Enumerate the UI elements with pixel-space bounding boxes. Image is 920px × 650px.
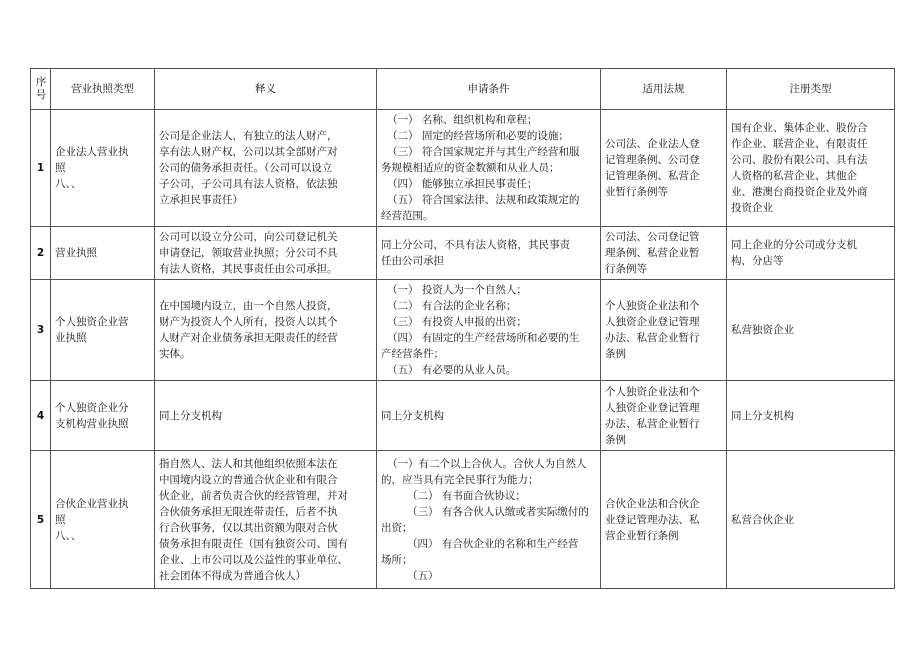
meaning-line: 公司是企业法人，有独立的法人财产， — [159, 130, 338, 142]
condition-line: （三） 有投资人申报的出资； — [387, 316, 527, 328]
reg-type-line: 公司、股份有限公司、具有法 — [731, 154, 868, 166]
law-cell — [601, 110, 727, 227]
meaning-cell — [155, 451, 377, 589]
header-conditions: 申请条件 — [377, 69, 601, 110]
meaning-cell — [155, 110, 377, 227]
reg-type-cell — [727, 451, 895, 589]
row-number: 3 — [31, 280, 51, 381]
meaning-line: 行合伙事务，仅以其出资额为限对合伙 — [159, 521, 338, 534]
meaning-line: 中国境内设立的普通合伙企业和有限合 — [159, 473, 338, 486]
law-line: 业登记管理办法、私 — [605, 513, 700, 526]
law-line: 营企业暂行条例 — [605, 529, 679, 542]
law-line: 业暂行条例等 — [605, 186, 668, 198]
condition-line: （四） 有合伙企业的名称和生产经营 — [407, 537, 579, 550]
license-type-line: 照 — [55, 513, 66, 526]
law-line: 记管理条例、公司登 — [605, 154, 700, 166]
license-type-line: 合伙企业营业执 — [55, 497, 129, 510]
license-type-cell — [51, 227, 155, 280]
condition-line: （一）有二个以上合伙人。合伙人为自然人 — [387, 457, 587, 470]
license-type-line: 照 — [55, 162, 66, 174]
reg-type-line: 人资格的私营企业、其他企 — [731, 170, 857, 182]
law-line: 个人独资企业法和个 — [605, 385, 700, 398]
table-row — [31, 110, 895, 227]
reg-type-line: 私营独资企业 — [731, 324, 794, 336]
row-number: 5 — [31, 451, 51, 589]
header-no-text: 序号 — [35, 76, 47, 101]
license-type-cell — [51, 110, 155, 227]
license-type-line: 个人独资企业分 — [55, 401, 129, 414]
condition-line: 同上分支机构 — [381, 409, 444, 422]
law-line: 人独资企业登记管理 — [605, 316, 700, 328]
condition-line: （二） 有合法的企业名称； — [387, 300, 517, 312]
condition-line: 同上分公司，不具有法人资格，其民事责 — [381, 239, 570, 251]
conditions-cell — [377, 110, 601, 227]
condition-line: （一） 投资人为一个自然人； — [387, 284, 527, 296]
condition-line: （五） 有必要的从业人员。 — [387, 364, 517, 376]
reg-type-cell — [727, 227, 895, 280]
header-type: 营业执照类型 — [51, 69, 155, 110]
reg-type-line: 业、港澳台商投资企业及外商 — [731, 186, 868, 198]
meaning-line: 指自然人、法人和其他组织依照本法在 — [159, 457, 338, 470]
law-line: 办法、私营企业暂行 — [605, 332, 700, 344]
meaning-cell — [155, 227, 377, 280]
condition-line: （二） 固定的经营场所和必要的设施； — [387, 130, 569, 142]
law-cell — [601, 451, 727, 589]
header-row — [31, 69, 895, 110]
meaning-cell — [155, 381, 377, 451]
license-type-line: 企业法人营业执 — [55, 146, 129, 158]
license-type-cell — [51, 451, 155, 589]
header-meaning: 释义 — [155, 69, 377, 110]
reg-type-line: 同上企业的分公司或分支机 — [731, 239, 857, 251]
meaning-line: 实体。 — [159, 348, 191, 360]
header-no — [31, 69, 51, 110]
meaning-line: 在中国境内设立，由一个自然人投资， — [159, 300, 338, 312]
meaning-line: 公司的债务承担责任。（公司可以设立 — [159, 162, 333, 174]
table-row — [31, 451, 895, 589]
meaning-line: 子公司，子公司具有法人资格，依法独 — [159, 178, 338, 190]
law-line: 记管理条例、私营企 — [605, 170, 700, 182]
law-line: 理条例、私营企业暂 — [605, 247, 700, 259]
meaning-line: 企业、上市公司以及公益性的事业单位、 — [159, 553, 348, 566]
row-number: 4 — [31, 381, 51, 451]
license-type-line: 支机构营业执照 — [55, 417, 129, 430]
row-number: 2 — [31, 227, 51, 280]
license-type-cell — [51, 280, 155, 381]
law-line: 公司法、公司登记管 — [605, 231, 700, 243]
license-type-cell — [51, 381, 155, 451]
meaning-cell — [155, 280, 377, 381]
condition-line: （三） 符合国家规定并与其生产经营和服 — [387, 146, 580, 158]
condition-line: （三） 有各合伙人认缴或者实际缴付的 — [407, 505, 589, 518]
conditions-cell — [377, 227, 601, 280]
condition-line: 务规模相适应的资金数额和从业人员； — [381, 162, 560, 174]
license-type-line: 个人独资企业营 — [55, 316, 129, 328]
reg-type-line: 同上分支机构 — [731, 409, 794, 422]
meaning-line: 申请登记，领取营业执照；分公司不具 — [159, 247, 338, 259]
condition-line: （五） 符合国家法律、法规和政策规定的 — [387, 194, 580, 206]
table-row — [31, 280, 895, 381]
meaning-line: 债务承担有限责任（国有独资公司、国有 — [159, 537, 348, 550]
condition-line: 的，应当具有完全民事行为能力； — [381, 473, 539, 486]
law-cell — [601, 227, 727, 280]
condition-line: 任由公司承担 — [381, 255, 444, 267]
license-type-line: 八、、 — [55, 178, 82, 190]
meaning-line: 立承担民事责任） — [159, 194, 243, 206]
condition-line: （四） 有固定的生产经营场所和必要的生 — [387, 332, 580, 344]
reg-type-line: 构，分店等 — [731, 255, 784, 267]
condition-line: （五） — [407, 569, 439, 582]
row-number: 1 — [31, 110, 51, 227]
header-law: 适用法规 — [601, 69, 727, 110]
meaning-line: 人财产对企业债务承担无限责任的经营 — [159, 332, 338, 344]
condition-line: 出资； — [381, 521, 413, 534]
license-types-table — [30, 68, 895, 589]
reg-type-cell — [727, 381, 895, 451]
law-line: 条例 — [605, 348, 626, 360]
table-row — [31, 227, 895, 280]
law-line: 条例 — [605, 433, 626, 446]
meaning-line: 财产为投资人个人所有，投资人以其个 — [159, 316, 338, 328]
condition-line: 经营范围。 — [381, 210, 434, 222]
reg-type-line: 投资企业 — [731, 202, 773, 214]
condition-line: 产经营条件； — [381, 348, 444, 360]
reg-type-cell — [727, 110, 895, 227]
conditions-cell — [377, 381, 601, 451]
law-line: 个人独资企业法和个 — [605, 300, 700, 312]
license-type-line: 营业执照 — [55, 247, 97, 259]
meaning-line: 社会团体不得成为普通合伙人） — [159, 569, 306, 582]
law-line: 合伙企业法和合伙企 — [605, 497, 700, 510]
table-row — [31, 381, 895, 451]
law-cell — [601, 381, 727, 451]
header-reg: 注册类型 — [727, 69, 895, 110]
meaning-line: 公司可以设立分公司，向公司登记机关 — [159, 231, 338, 243]
condition-line: （一） 名称、组织机构和章程； — [387, 114, 538, 126]
reg-type-line: 私营合伙企业 — [731, 513, 794, 526]
law-cell — [601, 280, 727, 381]
license-type-line: 八、、 — [55, 529, 82, 542]
conditions-cell — [377, 451, 601, 589]
meaning-line: 有法人资格，其民事责任由公司承担。 — [159, 263, 338, 275]
reg-type-line: 作企业、联营企业、有限责任 — [731, 138, 868, 150]
reg-type-cell — [727, 280, 895, 381]
meaning-line: 享有法人财产权，公司以其全部财产对 — [159, 146, 338, 158]
meaning-line: 合伙债务承担无限连带责任，后者不执 — [159, 505, 338, 518]
license-type-line: 业执照 — [55, 332, 87, 344]
condition-line: （四） 能够独立承担民事责任； — [387, 178, 538, 190]
law-line: 办法、私营企业暂行 — [605, 417, 700, 430]
conditions-cell — [377, 280, 601, 381]
reg-type-line: 国有企业、集体企业、股份合 — [731, 122, 868, 134]
law-line: 人独资企业登记管理 — [605, 401, 700, 414]
condition-line: （二） 有书面合伙协议； — [407, 489, 526, 502]
meaning-line: 伙企业，前者负责合伙的经营管理，并对 — [159, 489, 348, 502]
meaning-line: 同上分支机构 — [159, 409, 222, 422]
law-line: 行条例等 — [605, 263, 647, 275]
condition-line: 场所； — [381, 553, 413, 566]
law-line: 公司法、企业法人登 — [605, 138, 700, 150]
